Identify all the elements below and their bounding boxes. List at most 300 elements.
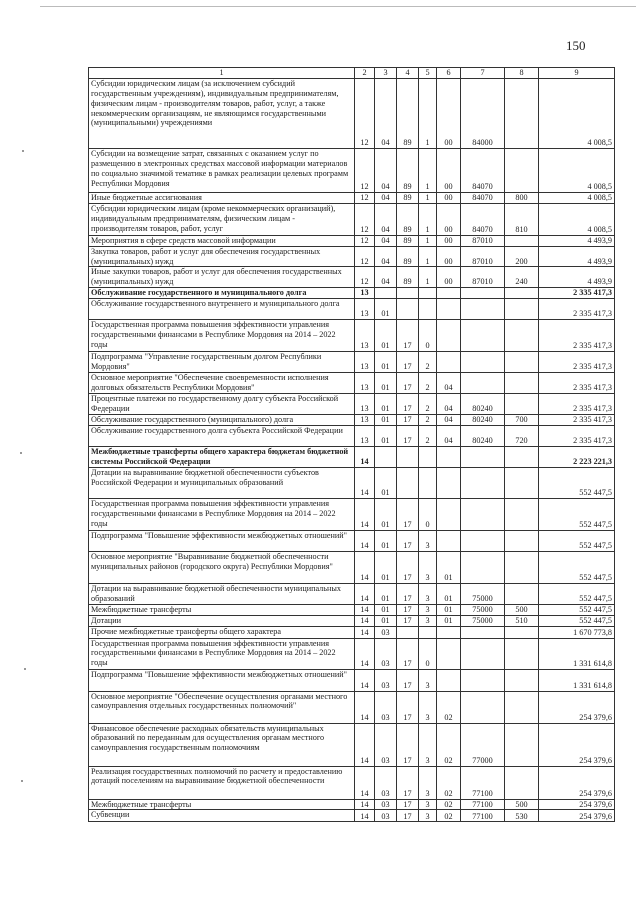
row-amount: 552 447,5: [539, 583, 615, 604]
row-description: Основное мероприятие "Выравнивание бюджетной обеспеченности муниципальных районов (городского округа) Республики Мордовия": [89, 551, 355, 583]
row-code-cell: 03: [375, 766, 397, 799]
row-code-cell: 800: [505, 193, 539, 204]
row-code-cell: 00: [437, 246, 461, 267]
row-code-cell: 17: [397, 766, 419, 799]
row-code-cell: 04: [375, 235, 397, 246]
row-code-cell: 2: [419, 415, 437, 426]
row-code-cell: [437, 352, 461, 373]
row-code-cell: 500: [505, 799, 539, 810]
row-amount: 552 447,5: [539, 530, 615, 551]
row-code-cell: 1: [419, 267, 437, 288]
row-amount: 2 335 417,3: [539, 352, 615, 373]
row-description: Дотации на выравнивание бюджетной обеспеченности муниципальных образований: [89, 583, 355, 604]
row-code-cell: [505, 373, 539, 394]
row-code-cell: 17: [397, 320, 419, 352]
row-amount: 254 379,6: [539, 691, 615, 723]
row-amount: 1 331 614,8: [539, 669, 615, 691]
table-row: [89, 467, 615, 498]
row-code-cell: [437, 638, 461, 669]
row-code-cell: 00: [437, 203, 461, 235]
row-code-cell: [419, 299, 437, 320]
row-code-cell: [375, 288, 397, 299]
row-code-cell: 02: [437, 691, 461, 723]
row-code-cell: 02: [437, 810, 461, 822]
row-description: Процентные платежи по государственному долгу субъекта Российской Федерации: [89, 394, 355, 415]
row-code-cell: 3: [419, 691, 437, 723]
row-description: Обслуживание государственного внутреннего и муниципального долга: [89, 299, 355, 320]
row-code-cell: [505, 638, 539, 669]
row-description: Обслуживание государственного (муниципального) долга: [89, 415, 355, 426]
table-row: [89, 352, 615, 373]
row-code-cell: 04: [437, 373, 461, 394]
row-code-cell: 12: [355, 149, 375, 193]
row-code-cell: [397, 467, 419, 498]
table-row: [89, 446, 615, 467]
row-description: Субсидии на возмещение затрат, связанных с оказанием услуг по размещению в электронных средствах массовой информации материалов по социально значимой тематике в рамках реализации целевых программ Республики Мордовия: [89, 149, 355, 193]
row-code-cell: [397, 299, 419, 320]
row-code-cell: 1: [419, 203, 437, 235]
row-code-cell: [437, 320, 461, 352]
column-number-header: 1: [89, 68, 355, 79]
row-code-cell: [505, 551, 539, 583]
row-code-cell: 04: [375, 193, 397, 204]
row-code-cell: 03: [375, 810, 397, 822]
row-code-cell: 12: [355, 79, 375, 149]
table-row: [89, 530, 615, 551]
row-code-cell: 17: [397, 530, 419, 551]
row-code-cell: 17: [397, 615, 419, 626]
row-code-cell: 87010: [461, 267, 505, 288]
row-code-cell: 04: [437, 394, 461, 415]
row-code-cell: 12: [355, 235, 375, 246]
row-code-cell: [505, 394, 539, 415]
row-code-cell: 2: [419, 425, 437, 446]
row-code-cell: 75000: [461, 604, 505, 615]
row-code-cell: 01: [375, 425, 397, 446]
row-code-cell: [375, 446, 397, 467]
row-code-cell: 80240: [461, 415, 505, 426]
row-code-cell: 200: [505, 246, 539, 267]
row-code-cell: [505, 299, 539, 320]
row-code-cell: 13: [355, 299, 375, 320]
row-code-cell: 84070: [461, 203, 505, 235]
row-description: Основное мероприятие "Обеспечение осуществления органами местного самоуправления отдельных государственных полномочий": [89, 691, 355, 723]
row-code-cell: 02: [437, 799, 461, 810]
row-amount: 4 493,9: [539, 267, 615, 288]
row-code-cell: 14: [355, 604, 375, 615]
table-row: [89, 498, 615, 530]
row-code-cell: [461, 530, 505, 551]
row-amount: 4 008,5: [539, 149, 615, 193]
row-description: Субсидии юридическим лицам (за исключением субсидий государственным учреждениям), индивидуальным предпринимателям, физическим лицам - производителям товаров, работ, услуг, а также некоммерческим организациям, не являющимся государственными (муниципальными) учреждениями: [89, 79, 355, 149]
row-description: Межбюджетные трансферты: [89, 604, 355, 615]
row-code-cell: 03: [375, 669, 397, 691]
row-code-cell: 87010: [461, 235, 505, 246]
row-amount: 254 379,6: [539, 723, 615, 766]
row-description: Иные закупки товаров, работ и услуг для обеспечения государственных (муниципальных) нужд: [89, 267, 355, 288]
row-amount: 2 335 417,3: [539, 299, 615, 320]
table-row: [89, 799, 615, 810]
row-code-cell: 77100: [461, 799, 505, 810]
row-code-cell: [437, 446, 461, 467]
row-code-cell: [505, 498, 539, 530]
row-code-cell: [505, 235, 539, 246]
row-code-cell: 03: [375, 799, 397, 810]
row-code-cell: [437, 467, 461, 498]
row-code-cell: 500: [505, 604, 539, 615]
row-code-cell: [461, 626, 505, 638]
row-code-cell: 14: [355, 723, 375, 766]
row-code-cell: 17: [397, 604, 419, 615]
row-code-cell: 17: [397, 415, 419, 426]
table-row: [89, 246, 615, 267]
row-code-cell: 0: [419, 498, 437, 530]
row-amount: 4 008,5: [539, 193, 615, 204]
row-code-cell: 13: [355, 320, 375, 352]
row-code-cell: [505, 766, 539, 799]
row-code-cell: 89: [397, 193, 419, 204]
row-amount: 2 335 417,3: [539, 320, 615, 352]
row-code-cell: 3: [419, 551, 437, 583]
row-code-cell: [505, 320, 539, 352]
row-description: Обслуживание государственного и муниципального долга: [89, 288, 355, 299]
table-row: [89, 415, 615, 426]
row-code-cell: [437, 498, 461, 530]
row-code-cell: [461, 373, 505, 394]
row-amount: 552 447,5: [539, 498, 615, 530]
row-code-cell: [419, 626, 437, 638]
row-code-cell: 04: [375, 246, 397, 267]
row-code-cell: 04: [375, 79, 397, 149]
row-code-cell: 89: [397, 267, 419, 288]
row-code-cell: 84000: [461, 79, 505, 149]
row-code-cell: 14: [355, 810, 375, 822]
row-code-cell: 02: [437, 766, 461, 799]
row-description: Подпрограмма "Управление государственным долгом Республики Мордовия": [89, 352, 355, 373]
row-code-cell: [461, 320, 505, 352]
row-code-cell: 00: [437, 149, 461, 193]
column-number-header: 8: [505, 68, 539, 79]
row-code-cell: 3: [419, 799, 437, 810]
row-code-cell: 89: [397, 246, 419, 267]
row-description: Иные бюджетные ассигнования: [89, 193, 355, 204]
row-code-cell: 04: [437, 415, 461, 426]
row-description: Закупка товаров, работ и услуг для обеспечения государственных (муниципальных) нужд: [89, 246, 355, 267]
row-code-cell: [461, 467, 505, 498]
row-description: Мероприятия в сфере средств массовой информации: [89, 235, 355, 246]
row-description: Прочие межбюджетные трансферты общего характера: [89, 626, 355, 638]
table-row: [89, 723, 615, 766]
row-code-cell: [461, 551, 505, 583]
row-code-cell: 13: [355, 394, 375, 415]
row-code-cell: 14: [355, 669, 375, 691]
row-code-cell: 1: [419, 235, 437, 246]
row-code-cell: 3: [419, 669, 437, 691]
row-code-cell: [505, 352, 539, 373]
row-description: Финансовое обеспечение расходных обязательств муниципальных образований по переданным для осуществления органам местного самоуправления государственным полномочиям: [89, 723, 355, 766]
row-amount: 4 008,5: [539, 79, 615, 149]
row-code-cell: [461, 446, 505, 467]
row-code-cell: 01: [375, 530, 397, 551]
row-code-cell: 3: [419, 615, 437, 626]
row-code-cell: 14: [355, 467, 375, 498]
row-code-cell: 03: [375, 638, 397, 669]
row-code-cell: 00: [437, 79, 461, 149]
row-amount: 2 335 417,3: [539, 394, 615, 415]
table-row: [89, 193, 615, 204]
row-code-cell: 17: [397, 373, 419, 394]
row-code-cell: 2: [419, 352, 437, 373]
row-code-cell: 01: [437, 615, 461, 626]
row-code-cell: 3: [419, 723, 437, 766]
row-code-cell: [437, 626, 461, 638]
row-code-cell: [461, 299, 505, 320]
row-code-cell: 530: [505, 810, 539, 822]
table-row: [89, 766, 615, 799]
row-code-cell: 01: [437, 604, 461, 615]
row-code-cell: 01: [375, 551, 397, 583]
row-description: Государственная программа повышения эффективности управления государственными финансами в Республике Мордовия на 2014 – 2022 годы: [89, 320, 355, 352]
row-code-cell: 03: [375, 691, 397, 723]
row-amount: 1 331 614,8: [539, 638, 615, 669]
row-description: Государственная программа повышения эффективности управления государственными финансами в Республике Мордовия на 2014 – 2022 годы: [89, 498, 355, 530]
row-description: Субвенции: [89, 810, 355, 822]
row-code-cell: 14: [355, 638, 375, 669]
column-number-header: 5: [419, 68, 437, 79]
row-code-cell: [461, 691, 505, 723]
row-code-cell: 17: [397, 583, 419, 604]
table-row: [89, 669, 615, 691]
column-number-header: 6: [437, 68, 461, 79]
row-code-cell: 17: [397, 352, 419, 373]
row-code-cell: 14: [355, 626, 375, 638]
row-code-cell: [397, 446, 419, 467]
row-code-cell: 17: [397, 799, 419, 810]
row-code-cell: [437, 530, 461, 551]
row-code-cell: 17: [397, 669, 419, 691]
row-code-cell: 13: [355, 352, 375, 373]
row-amount: 552 447,5: [539, 551, 615, 583]
table-row: [89, 288, 615, 299]
table-row: [89, 626, 615, 638]
row-code-cell: [461, 288, 505, 299]
row-amount: 552 447,5: [539, 615, 615, 626]
row-code-cell: [505, 723, 539, 766]
row-code-cell: [461, 669, 505, 691]
column-number-header: 2: [355, 68, 375, 79]
row-code-cell: 87010: [461, 246, 505, 267]
row-code-cell: 3: [419, 810, 437, 822]
table-row: [89, 583, 615, 604]
row-code-cell: 3: [419, 604, 437, 615]
table-row: [89, 203, 615, 235]
row-code-cell: 0: [419, 638, 437, 669]
row-code-cell: 01: [375, 415, 397, 426]
table-row: [89, 604, 615, 615]
row-code-cell: 01: [375, 373, 397, 394]
row-code-cell: 240: [505, 267, 539, 288]
row-code-cell: 1: [419, 149, 437, 193]
row-code-cell: 80240: [461, 394, 505, 415]
row-code-cell: 01: [437, 551, 461, 583]
row-code-cell: [505, 530, 539, 551]
row-code-cell: 00: [437, 235, 461, 246]
row-code-cell: [505, 467, 539, 498]
table-row: [89, 79, 615, 149]
row-amount: 254 379,6: [539, 810, 615, 822]
row-description: Основное мероприятие "Обеспечение своевременности исполнения долговых обязательств Республики Мордовия": [89, 373, 355, 394]
row-code-cell: 13: [355, 425, 375, 446]
row-description: Дотации на выравнивание бюджетной обеспеченности субъектов Российской Федерации и муниципальных образований: [89, 467, 355, 498]
row-code-cell: 77100: [461, 766, 505, 799]
row-code-cell: 0: [419, 320, 437, 352]
row-amount: 552 447,5: [539, 604, 615, 615]
row-code-cell: 17: [397, 551, 419, 583]
row-code-cell: 14: [355, 498, 375, 530]
table-row: [89, 551, 615, 583]
row-code-cell: 89: [397, 149, 419, 193]
row-code-cell: 2: [419, 394, 437, 415]
row-code-cell: 01: [375, 604, 397, 615]
row-code-cell: 01: [375, 615, 397, 626]
row-code-cell: [397, 288, 419, 299]
row-code-cell: 17: [397, 638, 419, 669]
row-amount: 2 223 221,3: [539, 446, 615, 467]
row-code-cell: 13: [355, 373, 375, 394]
row-code-cell: 89: [397, 203, 419, 235]
column-number-header: 4: [397, 68, 419, 79]
row-description: Межбюджетные трансферты общего характера бюджетам бюджетной системы Российской Федерации: [89, 446, 355, 467]
table-row: [89, 373, 615, 394]
row-code-cell: 14: [355, 583, 375, 604]
row-code-cell: 84070: [461, 193, 505, 204]
row-code-cell: 12: [355, 203, 375, 235]
row-amount: 4 493,9: [539, 246, 615, 267]
row-description: Реализация государственных полномочий по расчету и предоставлению дотаций поселениям на выравнивание бюджетной обеспеченности: [89, 766, 355, 799]
table-row: [89, 615, 615, 626]
column-number-header: 7: [461, 68, 505, 79]
scan-speck: [20, 452, 22, 454]
row-code-cell: 02: [437, 723, 461, 766]
row-code-cell: [397, 626, 419, 638]
row-code-cell: 510: [505, 615, 539, 626]
row-code-cell: 17: [397, 498, 419, 530]
row-code-cell: 03: [375, 723, 397, 766]
table-header-row: [89, 68, 615, 79]
row-code-cell: 01: [375, 320, 397, 352]
row-code-cell: [461, 638, 505, 669]
row-amount: 2 335 417,3: [539, 425, 615, 446]
row-code-cell: 01: [437, 583, 461, 604]
row-amount: 1 670 773,8: [539, 626, 615, 638]
table-row: [89, 425, 615, 446]
row-code-cell: [505, 288, 539, 299]
row-code-cell: 04: [375, 203, 397, 235]
scan-top-edge: [40, 6, 636, 7]
row-code-cell: 14: [355, 615, 375, 626]
row-code-cell: [437, 669, 461, 691]
row-code-cell: 13: [355, 415, 375, 426]
row-code-cell: 12: [355, 267, 375, 288]
row-code-cell: 04: [437, 425, 461, 446]
row-code-cell: 1: [419, 246, 437, 267]
row-code-cell: 17: [397, 425, 419, 446]
table-row: [89, 299, 615, 320]
row-amount: 4 008,5: [539, 203, 615, 235]
table-row: [89, 394, 615, 415]
row-amount: 2 335 417,3: [539, 373, 615, 394]
scan-speck: [24, 668, 26, 670]
row-code-cell: 04: [375, 149, 397, 193]
table-row: [89, 235, 615, 246]
row-code-cell: 00: [437, 267, 461, 288]
row-code-cell: 12: [355, 193, 375, 204]
row-code-cell: 75000: [461, 583, 505, 604]
row-description: Субсидии юридическим лицам (кроме некоммерческих организаций), индивидуальным предпринимателям, физическим лицам - производителям товаров, работ, услуг: [89, 203, 355, 235]
row-code-cell: [505, 626, 539, 638]
row-code-cell: 80240: [461, 425, 505, 446]
row-code-cell: 01: [375, 394, 397, 415]
row-code-cell: 810: [505, 203, 539, 235]
row-code-cell: 1: [419, 193, 437, 204]
row-description: Подпрограмма "Повышение эффективности межбюджетных отношений": [89, 669, 355, 691]
page-number: 150: [566, 38, 586, 53]
row-amount: 2 335 417,3: [539, 288, 615, 299]
row-description: Государственная программа повышения эффективности управления государственными финансами в Республике Мордовия на 2014 – 2022 годы: [89, 638, 355, 669]
row-amount: 2 335 417,3: [539, 415, 615, 426]
row-code-cell: 14: [355, 799, 375, 810]
row-code-cell: [437, 299, 461, 320]
row-code-cell: 17: [397, 723, 419, 766]
row-code-cell: [419, 446, 437, 467]
row-code-cell: 700: [505, 415, 539, 426]
scan-speck: [22, 150, 24, 152]
row-code-cell: 01: [375, 352, 397, 373]
table-row: [89, 638, 615, 669]
row-code-cell: [419, 288, 437, 299]
row-amount: 254 379,6: [539, 766, 615, 799]
row-code-cell: 3: [419, 766, 437, 799]
row-description: Дотации: [89, 615, 355, 626]
row-code-cell: 01: [375, 583, 397, 604]
table-row: [89, 149, 615, 193]
row-code-cell: 84070: [461, 149, 505, 193]
row-code-cell: 04: [375, 267, 397, 288]
row-code-cell: [461, 498, 505, 530]
row-code-cell: 12: [355, 246, 375, 267]
row-amount: 254 379,6: [539, 799, 615, 810]
row-code-cell: 89: [397, 79, 419, 149]
row-code-cell: 17: [397, 810, 419, 822]
row-description: Межбюджетные трансферты: [89, 799, 355, 810]
row-code-cell: 77000: [461, 723, 505, 766]
row-code-cell: [505, 79, 539, 149]
row-code-cell: [505, 583, 539, 604]
column-number-header: 3: [375, 68, 397, 79]
row-description: Подпрограмма "Повышение эффективности межбюджетных отношений": [89, 530, 355, 551]
table-row: [89, 691, 615, 723]
row-code-cell: [505, 446, 539, 467]
row-code-cell: 2: [419, 373, 437, 394]
row-code-cell: [461, 352, 505, 373]
row-code-cell: [505, 691, 539, 723]
row-code-cell: [419, 467, 437, 498]
row-code-cell: 77100: [461, 810, 505, 822]
row-code-cell: 3: [419, 530, 437, 551]
row-amount: 552 447,5: [539, 467, 615, 498]
table-row: [89, 267, 615, 288]
row-code-cell: 14: [355, 766, 375, 799]
